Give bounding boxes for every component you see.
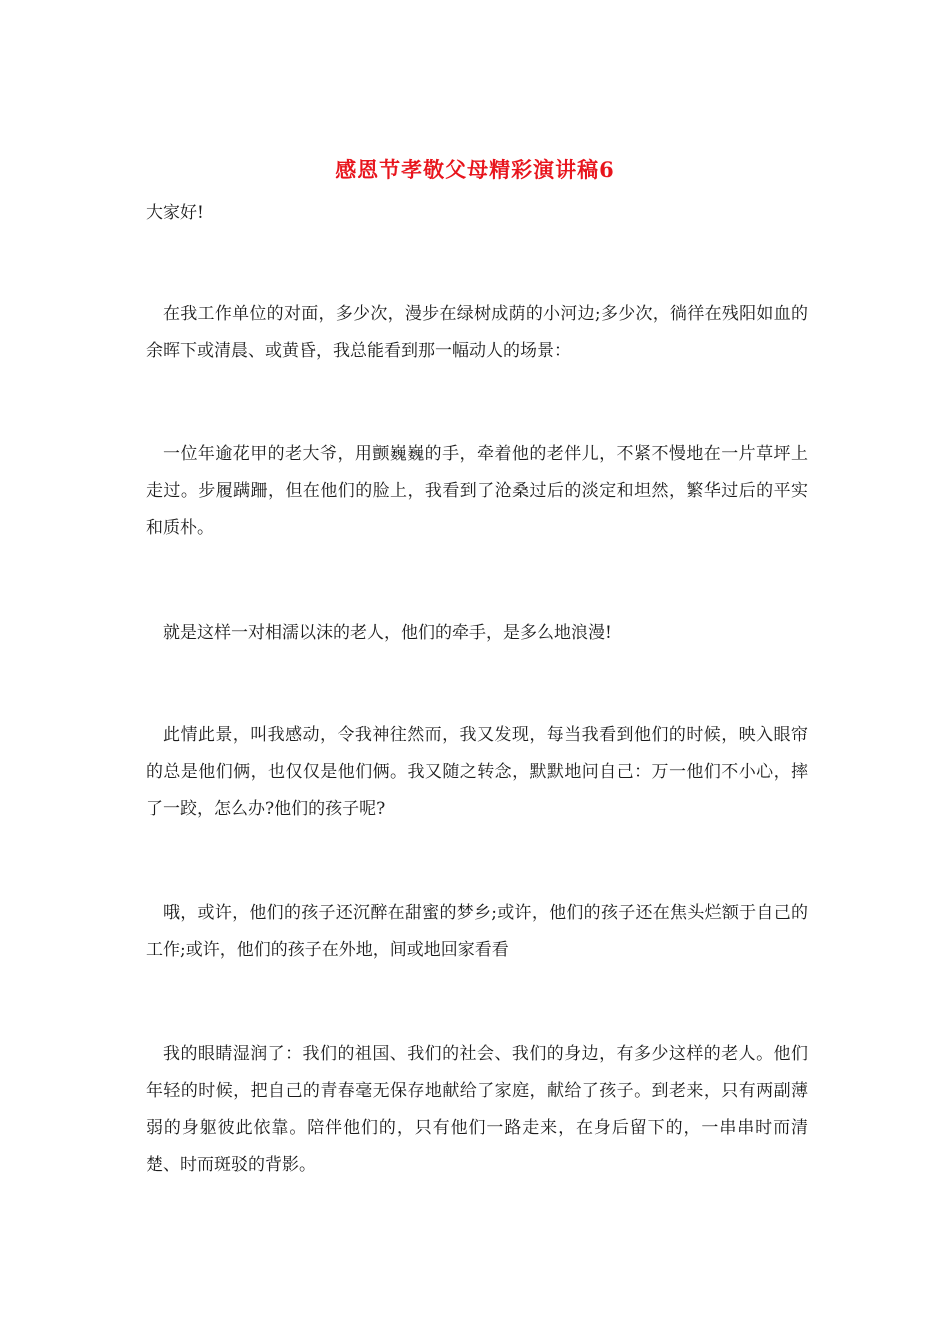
paragraph-6: 我的眼睛湿润了：我们的祖国、我们的社会、我们的身边，有多少这样的老人。他们年轻的时候，把自己的青春毫无保存地献给了家庭，献给了孩子。到老来，只有两副薄弱的身躯彼此依靠。陪伴他们的，只有他们一路走来，在身后留下的，一串串时而清楚、时而斑驳的背影。 bbox=[146, 1044, 808, 1175]
paragraph-4: 此情此景，叫我感动，令我神往然而，我又发现，每当我看到他们的时候，映入眼帘的总是他们俩，也仅仅是他们俩。我又随之转念，默默地问自己：万一他们不小心，摔了一跤，怎么办?他们的孩子呢? bbox=[146, 725, 808, 819]
paragraph-5: 哦，或许，他们的孩子还沉醉在甜蜜的梦乡;或许，他们的孩子还在焦头烂额于自己的工作;或许，他们的孩子在外地，间或地回家看看 bbox=[146, 903, 808, 960]
greeting-text: 大家好! bbox=[146, 203, 204, 223]
paragraph-3: 就是这样一对相濡以沫的老人，他们的牵手，是多么地浪漫! bbox=[163, 623, 612, 643]
paragraph-2: 一位年逾花甲的老大爷，用颤巍巍的手，牵着他的老伴儿，不紧不慢地在一片草坪上走过。步履蹒跚，但在他们的脸上，我看到了沧桑过后的淡定和坦然，繁华过后的平实和质朴。 bbox=[146, 444, 808, 538]
document-title: 感恩节孝敬父母精彩演讲稿6 bbox=[335, 157, 615, 182]
paragraph-1: 在我工作单位的对面，多少次，漫步在绿树成荫的小河边;多少次，徜徉在残阳如血的余晖下或清晨、或黄昏，我总能看到那一幅动人的场景： bbox=[146, 304, 808, 361]
